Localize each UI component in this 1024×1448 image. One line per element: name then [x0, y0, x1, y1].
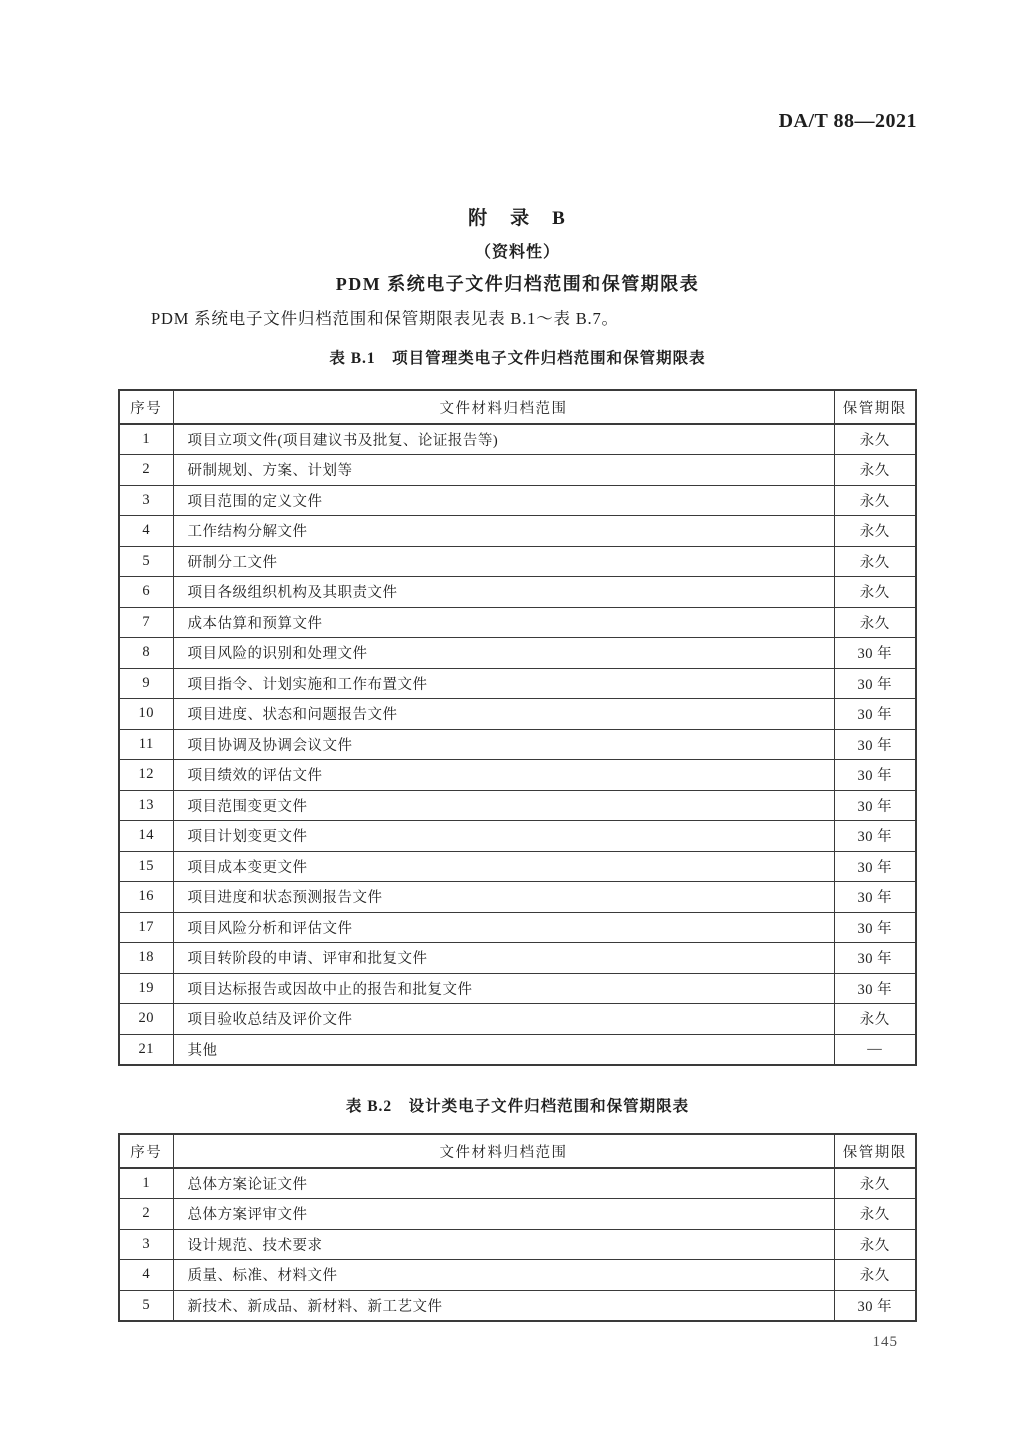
col-header-scope: 文件材料归档范围	[173, 1134, 834, 1168]
seq-cell: 2	[119, 455, 173, 486]
seq-cell: 4	[119, 1260, 173, 1291]
seq-cell: 19	[119, 973, 173, 1004]
seq-cell: 2	[119, 1199, 173, 1230]
retention-cell: 30 年	[834, 1290, 916, 1321]
retention-cell: 永久	[834, 455, 916, 486]
seq-cell: 4	[119, 516, 173, 547]
table-row	[119, 668, 916, 699]
retention-cell: 30 年	[834, 668, 916, 699]
table-row	[119, 1290, 916, 1321]
scope-cell: 项目范围的定义文件	[173, 485, 834, 516]
seq-cell: 3	[119, 1229, 173, 1260]
scope-cell: 新技术、新成品、新材料、新工艺文件	[173, 1290, 834, 1321]
table-row	[119, 943, 916, 974]
seq-cell: 15	[119, 851, 173, 882]
retention-cell: 30 年	[834, 851, 916, 882]
archive-table-b1	[118, 389, 917, 1066]
table-row	[119, 1199, 916, 1230]
scope-cell: 项目计划变更文件	[173, 821, 834, 852]
seq-cell: 10	[119, 699, 173, 730]
appendix-type-note: （资料性）	[474, 244, 560, 261]
scope-cell: 总体方案论证文件	[173, 1168, 834, 1199]
table-b2-body	[119, 1168, 916, 1321]
scope-cell: 工作结构分解文件	[173, 516, 834, 547]
seq-cell: 1	[119, 1168, 173, 1199]
header-row	[119, 390, 916, 424]
seq-cell: 11	[119, 729, 173, 760]
table-row	[119, 607, 916, 638]
scope-cell: 项目进度和状态预测报告文件	[173, 882, 834, 913]
scope-cell: 设计规范、技术要求	[173, 1229, 834, 1260]
seq-cell: 13	[119, 790, 173, 821]
seq-cell: 14	[119, 821, 173, 852]
table-row	[119, 638, 916, 669]
table-row	[119, 973, 916, 1004]
scope-cell: 项目各级组织机构及其职责文件	[173, 577, 834, 608]
retention-cell: 30 年	[834, 882, 916, 913]
retention-cell: 30 年	[834, 760, 916, 791]
table-row	[119, 1004, 916, 1035]
scope-cell: 项目指令、计划实施和工作布置文件	[173, 668, 834, 699]
table-b1-caption: 表 B.1 项目管理类电子文件归档范围和保管期限表	[329, 350, 706, 367]
appendix-title: PDM 系统电子文件归档范围和保管期限表	[335, 274, 700, 294]
seq-cell: 7	[119, 607, 173, 638]
col-header-retention: 保管期限	[834, 1134, 916, 1168]
scope-cell: 项目成本变更文件	[173, 851, 834, 882]
retention-cell: 永久	[834, 516, 916, 547]
retention-cell: —	[834, 1034, 916, 1065]
scope-cell: 研制规划、方案、计划等	[173, 455, 834, 486]
table-row	[119, 851, 916, 882]
seq-cell: 5	[119, 546, 173, 577]
seq-cell: 1	[119, 424, 173, 455]
seq-cell: 8	[119, 638, 173, 669]
header-row	[119, 1134, 916, 1168]
table-b1-body	[119, 424, 916, 1065]
table-row	[119, 1168, 916, 1199]
scope-cell: 项目立项文件(项目建议书及批复、论证报告等)	[173, 424, 834, 455]
table-b1-header	[119, 390, 916, 424]
table-row	[119, 912, 916, 943]
seq-cell: 18	[119, 943, 173, 974]
col-header-scope: 文件材料归档范围	[173, 390, 834, 424]
scope-cell: 项目范围变更文件	[173, 790, 834, 821]
table-row	[119, 1229, 916, 1260]
retention-cell: 永久	[834, 1260, 916, 1291]
retention-cell: 永久	[834, 1229, 916, 1260]
retention-cell: 30 年	[834, 729, 916, 760]
archive-table-b2	[118, 1133, 917, 1322]
table-row	[119, 1034, 916, 1065]
table-row	[119, 577, 916, 608]
table-row	[119, 1260, 916, 1291]
doc-code: DA/T 88—2021	[778, 110, 917, 132]
retention-cell: 永久	[834, 546, 916, 577]
table-row	[119, 821, 916, 852]
seq-cell: 5	[119, 1290, 173, 1321]
appendix-label: 附 录 B	[468, 208, 567, 229]
seq-cell: 16	[119, 882, 173, 913]
table-row	[119, 455, 916, 486]
table-row	[119, 699, 916, 730]
scope-cell: 项目风险分析和评估文件	[173, 912, 834, 943]
intro-paragraph: PDM 系统电子文件归档范围和保管期限表见表 B.1～表 B.7。	[151, 309, 619, 328]
seq-cell: 21	[119, 1034, 173, 1065]
scope-cell: 项目转阶段的申请、评审和批复文件	[173, 943, 834, 974]
retention-cell: 永久	[834, 1199, 916, 1230]
table-row	[119, 516, 916, 547]
retention-cell: 永久	[834, 1004, 916, 1035]
scope-cell: 项目验收总结及评价文件	[173, 1004, 834, 1035]
retention-cell: 30 年	[834, 638, 916, 669]
table-b2-caption: 表 B.2 设计类电子文件归档范围和保管期限表	[345, 1098, 690, 1115]
seq-cell: 9	[119, 668, 173, 699]
retention-cell: 永久	[834, 1168, 916, 1199]
retention-cell: 永久	[834, 485, 916, 516]
scope-cell: 项目进度、状态和问题报告文件	[173, 699, 834, 730]
table-row	[119, 424, 916, 455]
scope-cell: 研制分工文件	[173, 546, 834, 577]
seq-cell: 6	[119, 577, 173, 608]
seq-cell: 12	[119, 760, 173, 791]
retention-cell: 永久	[834, 424, 916, 455]
seq-cell: 3	[119, 485, 173, 516]
scope-cell: 项目协调及协调会议文件	[173, 729, 834, 760]
retention-cell: 30 年	[834, 912, 916, 943]
col-header-seq: 序号	[119, 390, 173, 424]
seq-cell: 17	[119, 912, 173, 943]
col-header-retention: 保管期限	[834, 390, 916, 424]
scope-cell: 质量、标准、材料文件	[173, 1260, 834, 1291]
table-row	[119, 790, 916, 821]
scope-cell: 项目绩效的评估文件	[173, 760, 834, 791]
table-b2-header	[119, 1134, 916, 1168]
table-row	[119, 485, 916, 516]
page-number: 145	[872, 1334, 898, 1350]
table-row	[119, 546, 916, 577]
table-row	[119, 729, 916, 760]
retention-cell: 30 年	[834, 973, 916, 1004]
retention-cell: 永久	[834, 577, 916, 608]
retention-cell: 30 年	[834, 821, 916, 852]
col-header-seq: 序号	[119, 1134, 173, 1168]
scope-cell: 其他	[173, 1034, 834, 1065]
scope-cell: 成本估算和预算文件	[173, 607, 834, 638]
retention-cell: 30 年	[834, 943, 916, 974]
scope-cell: 总体方案评审文件	[173, 1199, 834, 1230]
scope-cell: 项目风险的识别和处理文件	[173, 638, 834, 669]
retention-cell: 永久	[834, 607, 916, 638]
seq-cell: 20	[119, 1004, 173, 1035]
scope-cell: 项目达标报告或因故中止的报告和批复文件	[173, 973, 834, 1004]
retention-cell: 30 年	[834, 790, 916, 821]
table-row	[119, 760, 916, 791]
table-row	[119, 882, 916, 913]
retention-cell: 30 年	[834, 699, 916, 730]
